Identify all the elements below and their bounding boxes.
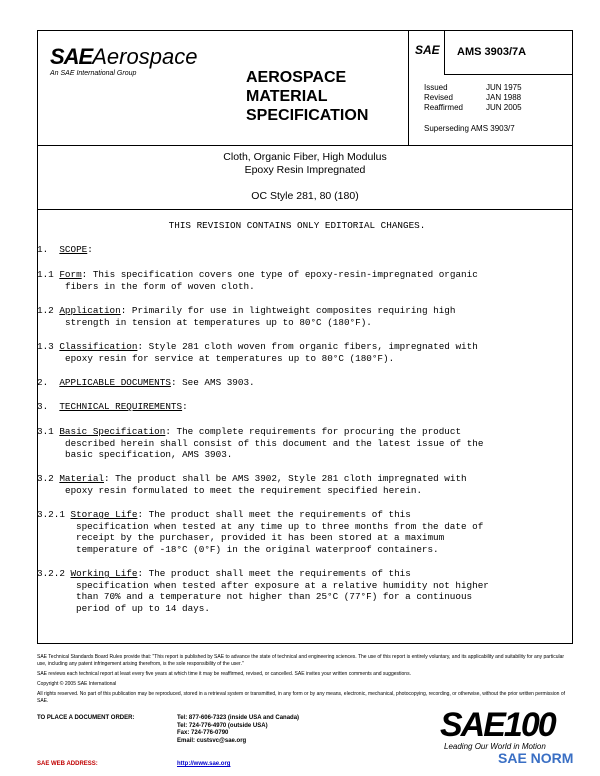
section-1-1: 1.1 Form: This specification covers one type of epoxy-resin-impregnated organic fibers in the form of woven cloth. xyxy=(37,269,478,292)
sae-100-logo: SAE100 xyxy=(440,706,555,744)
subtitle-divider xyxy=(38,209,572,210)
footer-rules: SAE Technical Standards Board Rules provide that: "This report is published by SAE to advance the state of technical and engineering sciences. The use of this report is entirely voluntary, and its applicability and suitability for any particular use, including any patent infringement arising therefrom, is the sole responsibility of the user." xyxy=(37,654,565,667)
subtitle-line-3: OC Style 281, 80 (180) xyxy=(251,190,359,202)
legal-footer xyxy=(37,654,573,708)
spec-title xyxy=(246,68,368,125)
section-1-2: 1.2 Application: Primarily for use in lightweight composites requiring high strength in tension at temperatures up to 80°C (180°F). xyxy=(37,305,456,328)
section-3: 3. TECHNICAL REQUIREMENTS: xyxy=(37,401,188,412)
web-link[interactable]: http://www.sae.org xyxy=(177,761,231,767)
date-revised: Revised JAN 1988 xyxy=(424,93,522,102)
date-issued: Issued JUN 1975 xyxy=(424,83,522,92)
spec-header xyxy=(38,31,572,146)
section-2: 2. APPLICABLE DOCUMENTS: See AMS 3903. xyxy=(37,377,255,388)
date-reaffirmed: Reaffirmed JUN 2005 xyxy=(424,103,522,112)
logo-aerospace-text: Aerospace xyxy=(92,44,198,69)
title-line-1: AEROSPACE xyxy=(246,69,347,86)
footer-rights: All rights reserved. No part of this publication may be reproduced, stored in a retrieval system or transmitted, in any form or by any means, electronic, mechanical, photocopying, recording, or otherwise, without the prior written permission of SAE. xyxy=(37,691,566,704)
subtitle-line-2: Epoxy Resin Impregnated xyxy=(244,164,366,176)
tagline: Leading Our World in Motion xyxy=(444,742,546,751)
subtitle-line-1: Cloth, Organic Fiber, High Modulus xyxy=(223,151,387,163)
sae-aerospace-logo xyxy=(50,45,197,77)
date-block xyxy=(424,83,522,113)
section-3-2: 3.2 Material: The product shall be AMS 3902, Style 281 cloth impregnated with epoxy resin formulated to meet the requirement specified herein. xyxy=(37,473,467,496)
section-1-3: 1.3 Classification: Style 281 cloth woven from organic fibers, impregnated with epoxy resin for service at temperatures up to 80°C (180°F). xyxy=(37,341,478,364)
section-3-2-2: 3.2.2 Working Life: The product shall meet the requirements of this specification when tested after exposure at a relative humidity not higher than 70% and a temperature not higher than 25°C (77°F) for a continuous period of up to 14 days. xyxy=(37,568,489,614)
footer-copyright: Copyright © 2005 SAE International xyxy=(37,681,117,687)
title-line-3: SPECIFICATION xyxy=(246,107,369,124)
ams-number: AMS 3903/7A xyxy=(457,46,527,58)
logo-subtitle: An SAE International Group xyxy=(50,70,137,77)
revision-notice: THIS REVISION CONTAINS ONLY EDITORIAL CHANGES. xyxy=(168,220,426,231)
document-subtitle xyxy=(38,151,572,203)
tel-usa: Tel: 877-606-7323 (inside USA and Canada) xyxy=(177,715,300,721)
order-label: TO PLACE A DOCUMENT ORDER: xyxy=(37,715,135,721)
email: Email: custsvc@sae.org xyxy=(177,737,247,744)
section-3-2-1: 3.2.1 Storage Life: The product shall meet the requirements of this specification when tested at any time up to three months from the date of receipt by the purchaser, provided it has been stored at a maximum temperature of -18°C (0°F) in the original waterproof containers. xyxy=(37,509,484,555)
fax: Fax: 724-776-0790 xyxy=(177,730,229,736)
section-3-1: 3.1 Basic Specification: The complete requirements for procuring the product described herein shall consist of this document and the latest issue of the basic specification, AMS 3903. xyxy=(37,426,484,460)
web-label: SAE WEB ADDRESS: xyxy=(37,761,98,767)
footer-review: SAE reviews each technical report at least every five years at which time it may be reaffirmed, revised, or cancelled. SAE invites your written comments and suggestions. xyxy=(37,671,411,677)
sae-norm-watermark: SAE NORM xyxy=(498,750,574,766)
sae-mini-logo: SAE xyxy=(415,43,440,57)
superseding-note: Superseding AMS 3903/7 xyxy=(424,124,515,133)
ams-number-box xyxy=(444,31,572,75)
section-title: SCOPE xyxy=(59,244,88,255)
tel-outside: Tel: 724-776-4970 (outside USA) xyxy=(177,722,268,729)
logo-sae-text: SAE xyxy=(50,44,93,69)
order-contacts xyxy=(177,715,299,745)
title-line-2: MATERIAL xyxy=(246,88,328,105)
section-1: 1. SCOPE: xyxy=(37,244,93,255)
header-divider xyxy=(408,31,409,145)
